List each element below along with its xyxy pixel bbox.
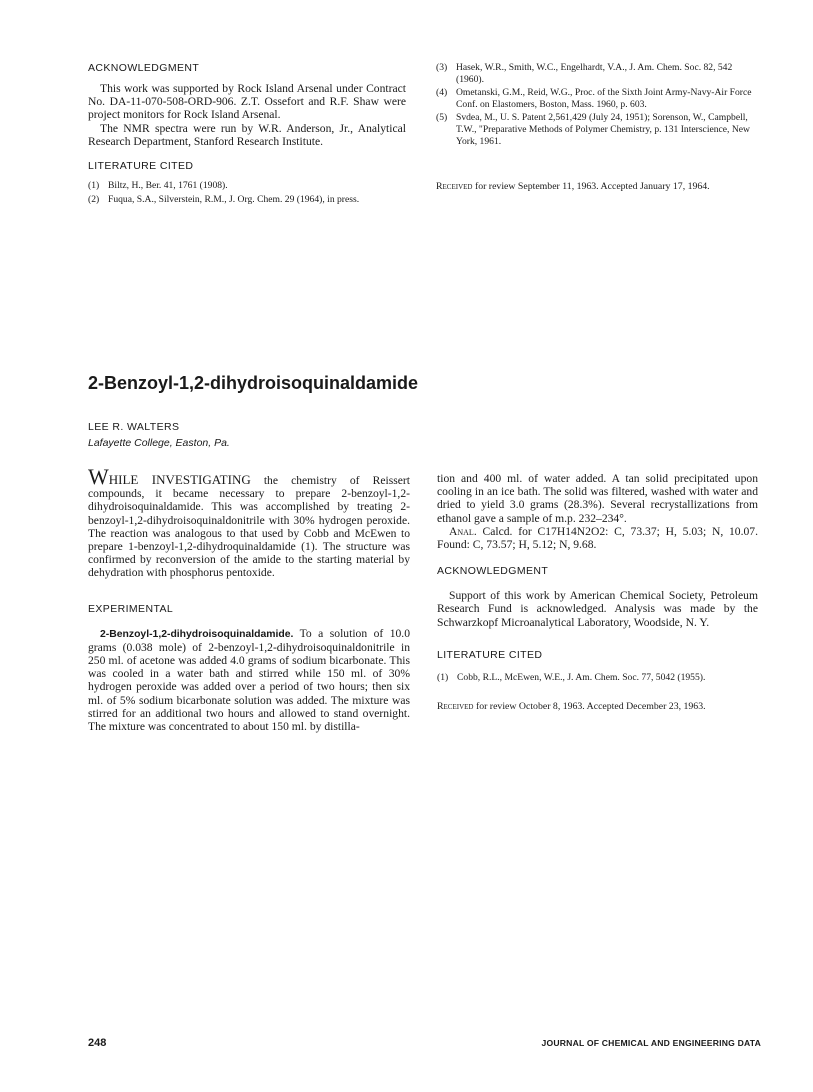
reference-item: (5) Svdea, M., U. S. Patent 2,561,429 (July 24, 1951); Sorenson, W., Campbell, T.W., "Preparative Methods of Polymer Chemistry, p. 131 Interscience, New York, 1961.	[436, 112, 750, 147]
reference-item: (1) Biltz, H., Ber. 41, 1761 (1908).	[88, 180, 228, 192]
article-right-column	[437, 472, 758, 713]
ack-heading: ACKNOWLEDGMENT	[437, 565, 549, 578]
ack-heading: ACKNOWLEDGMENT	[88, 62, 200, 74]
literature-cited-heading: LITERATURE CITED	[88, 160, 194, 173]
ack-paragraph: This work was supported by Rock Island Arsenal under Contract No. DA-11-070-508-ORD-906. Z.T. Ossefort and R.F. Shaw were project monitors for Rock Island Arsenal.	[88, 82, 406, 122]
ack-paragraph: Support of this work by American Chemical Society, Petroleum Research Fund is acknowledged. Analysis was made by the Schwarzkopf Microanalytical Laboratory, Woodside, N. Y.	[437, 589, 758, 629]
prev-article-left-column	[88, 62, 406, 207]
author-name: LEE R. WALTERS	[88, 421, 180, 433]
reference-list	[88, 180, 406, 205]
reference-item: (2) Fuqua, S.A., Silverstein, R.M., J. Org. Chem. 29 (1964), in press.	[88, 193, 360, 205]
experimental-paragraph: 2-Benzoyl-1,2-dihydroisoquinaldamide. To a solution of 10.0 grams (0.038 mole) of 2-benzoyl-1,2-dihydroisoquinaldonitrile in 250 ml. of acetone was added 4.0 grams of sodium bicarbonate. This was cooled in a water bath and stirred while 150 ml. of 30% hydrogen peroxide was added over a period of two hours; then six ml. of 5% sodium bicarbonate solution was added. The mixture was stirred for an additional two hours and allowed to stand overnight. The mixture was concentrated to about 150 ml. by distilla-	[88, 626, 410, 734]
page-number: 248	[88, 1037, 107, 1049]
reference-item: (3) Hasek, W.R., Smith, W.C., Engelhardt, V.A., J. Am. Chem. Soc. 82, 542 (1960).	[436, 62, 733, 85]
literature-cited-heading: LITERATURE CITED	[437, 648, 543, 661]
reference-item: (4) Ometanski, G.M., Reid, W.G., Proc. of the Sixth Joint Army-Navy-Air Force Conf. on Elastomers, Boston, Mass. 1960, p. 603.	[436, 87, 752, 110]
received-note: Received for review September 11, 1963. Accepted January 17, 1964.	[436, 181, 710, 193]
article-left-column	[88, 464, 410, 734]
reference-list	[436, 62, 758, 147]
analysis-paragraph: Anal. Calcd. for C17H14N2O2: C, 73.37; H, 5.03; N, 10.07. Found: C, 73.57; H, 5.12; N, 9.68.	[437, 524, 758, 552]
intro-paragraph: WHILE INVESTIGATING the chemistry of Reissert compounds, it became necessary to prepare 2-benzoyl-1,2-dihydroisoquinaldamide. This was accomplished by treating 2-benzoyl-1,2-dihydroisoquinaldonitrile with 30% hydrogen peroxide. The reaction was analogous to that used by Cobb and McEwen to prepare 1-benzoyl-1,2-dihydroquinaldamide (1). The structure was confirmed by reconversion of the amide to the starting material by dehydration with phosphorus pentoxide.	[88, 464, 410, 580]
experimental-heading: EXPERIMENTAL	[88, 602, 174, 615]
prev-article-right-column	[436, 62, 758, 193]
author-affiliation: Lafayette College, Easton, Pa.	[88, 437, 230, 449]
received-note: Received for review October 8, 1963. Accepted December 23, 1963.	[437, 701, 706, 713]
reference-item: (1) Cobb, R.L., McEwen, W.E., J. Am. Chem. Soc. 77, 5042 (1955).	[437, 671, 706, 683]
results-paragraph: tion and 400 ml. of water added. A tan solid precipitated upon cooling in an ice bath. The solid was filtered, washed with water and dried to yield 3.0 grams (28.3%). Several recrystallizations from ethanol gave a sample of m.p. 232–234°.	[437, 472, 758, 525]
journal-name: JOURNAL OF CHEMICAL AND ENGINEERING DATA	[541, 1038, 761, 1048]
drop-cap: W	[88, 464, 109, 489]
ack-paragraph: The NMR spectra were run by W.R. Anderson, Jr., Analytical Research Department, Stanford Research Institute.	[88, 121, 406, 148]
article-title: 2-Benzoyl-1,2-dihydroisoquinaldamide	[88, 373, 419, 393]
